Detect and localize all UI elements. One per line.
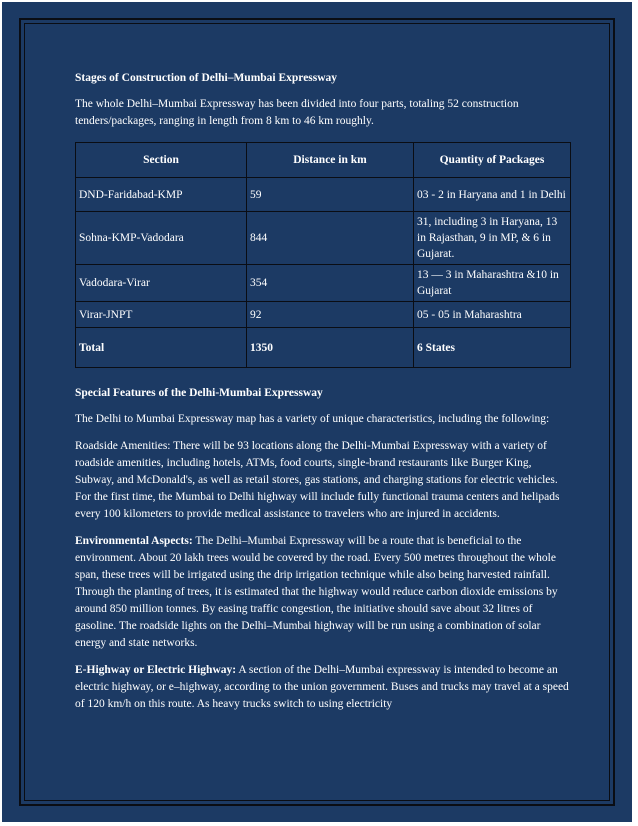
construction-sections-table [75,142,571,368]
cell-total-label: Total [76,328,247,368]
cell-section: Sohna-KMP-Vadodara [76,212,247,265]
table-row [76,212,571,265]
cell-packages: 31, including 3 in Haryana, 13 in Rajasthan, 9 in MP, & 6 in Gujarat. [414,212,571,265]
cell-packages: 13 — 3 in Maharashtra &10 in Gujarat [414,265,571,302]
table-header-row [76,143,571,178]
special-features-section [75,385,570,713]
e-highway-label: E-Highway or Electric Highway: [75,664,237,676]
environmental-aspects-text: The Delhi–Mumbai Expressway will be a route that is beneficial to the environment. About 20 lakh trees would be covered by the road. Every 500 metres throughout the whole span, these trees will be irrigated using the drip irrigation technique while also being harvested rainfall. Through the planting of trees, it is estimated that the highway would reduce carbon dioxide emissions by around 850 million tonnes. By easing traffic congestion, the initiative should save about 32 litres of gasoline. The roadside lights on the Delhi–Mumbai highway will be run using a combination of solar energy and state networks. [75,535,558,649]
environmental-aspects-label: Environmental Aspects: [75,535,193,547]
roadside-amenities-paragraph: Roadside Amenities: There will be 93 locations along the Delhi-Mumbai Expressway with a variety of roadside amenities, including hotels, ATMs, food courts, single-brand restaurants like Burger King, Subway, and McDonald's, as well as retail stores, gas stations, and charging stations for electric vehicles. For the first time, the Mumbai to Delhi highway will include fully functional trauma centers and helipads every 100 kilometers to provide medical assistance to travelers who are injured in accidents. [75,440,560,520]
header-distance: Distance in km [247,143,414,178]
table-row [76,178,571,212]
e-highway-paragraph [75,662,570,713]
cell-section: Vadodara-Virar [76,265,247,302]
cell-distance: 354 [247,265,414,302]
e-highway-text: A section of the Delhi–Mumbai expressway is intended to become an electric highway, or e–highway, according to the union government. Buses and trucks may travel at a speed of 120 km/h on this route. As heavy trucks switch to using electricity [75,664,569,710]
table-row [76,265,571,302]
cell-distance: 59 [247,178,414,212]
environmental-aspects-paragraph [75,533,570,652]
cell-packages: 03 - 2 in Haryana and 1 in Delhi [414,178,571,212]
header-packages: Quantity of Packages [414,143,571,178]
cell-section: Virar-JNPT [76,302,247,328]
special-features-heading: Special Features of the Delhi-Mumbai Expressway [75,387,323,399]
cell-section: DND-Faridabad-KMP [76,178,247,212]
cell-total-packages: 6 States [414,328,571,368]
cell-packages: 05 - 05 in Maharashtra [414,302,571,328]
document-content [75,70,570,723]
cell-total-distance: 1350 [247,328,414,368]
features-intro-paragraph: The Delhi to Mumbai Expressway map has a variety of unique characteristics, including the following: [75,413,550,425]
table-row [76,302,571,328]
construction-stages-heading: Stages of Construction of Delhi–Mumbai Expressway [75,72,338,84]
table-total-row [76,328,571,368]
construction-intro-paragraph: The whole Delhi–Mumbai Expressway has been divided into four parts, totaling 52 construction tenders/packages, ranging in length from 8 km to 46 km roughly. [75,98,519,127]
cell-distance: 844 [247,212,414,265]
cell-distance: 92 [247,302,414,328]
header-section: Section [76,143,247,178]
